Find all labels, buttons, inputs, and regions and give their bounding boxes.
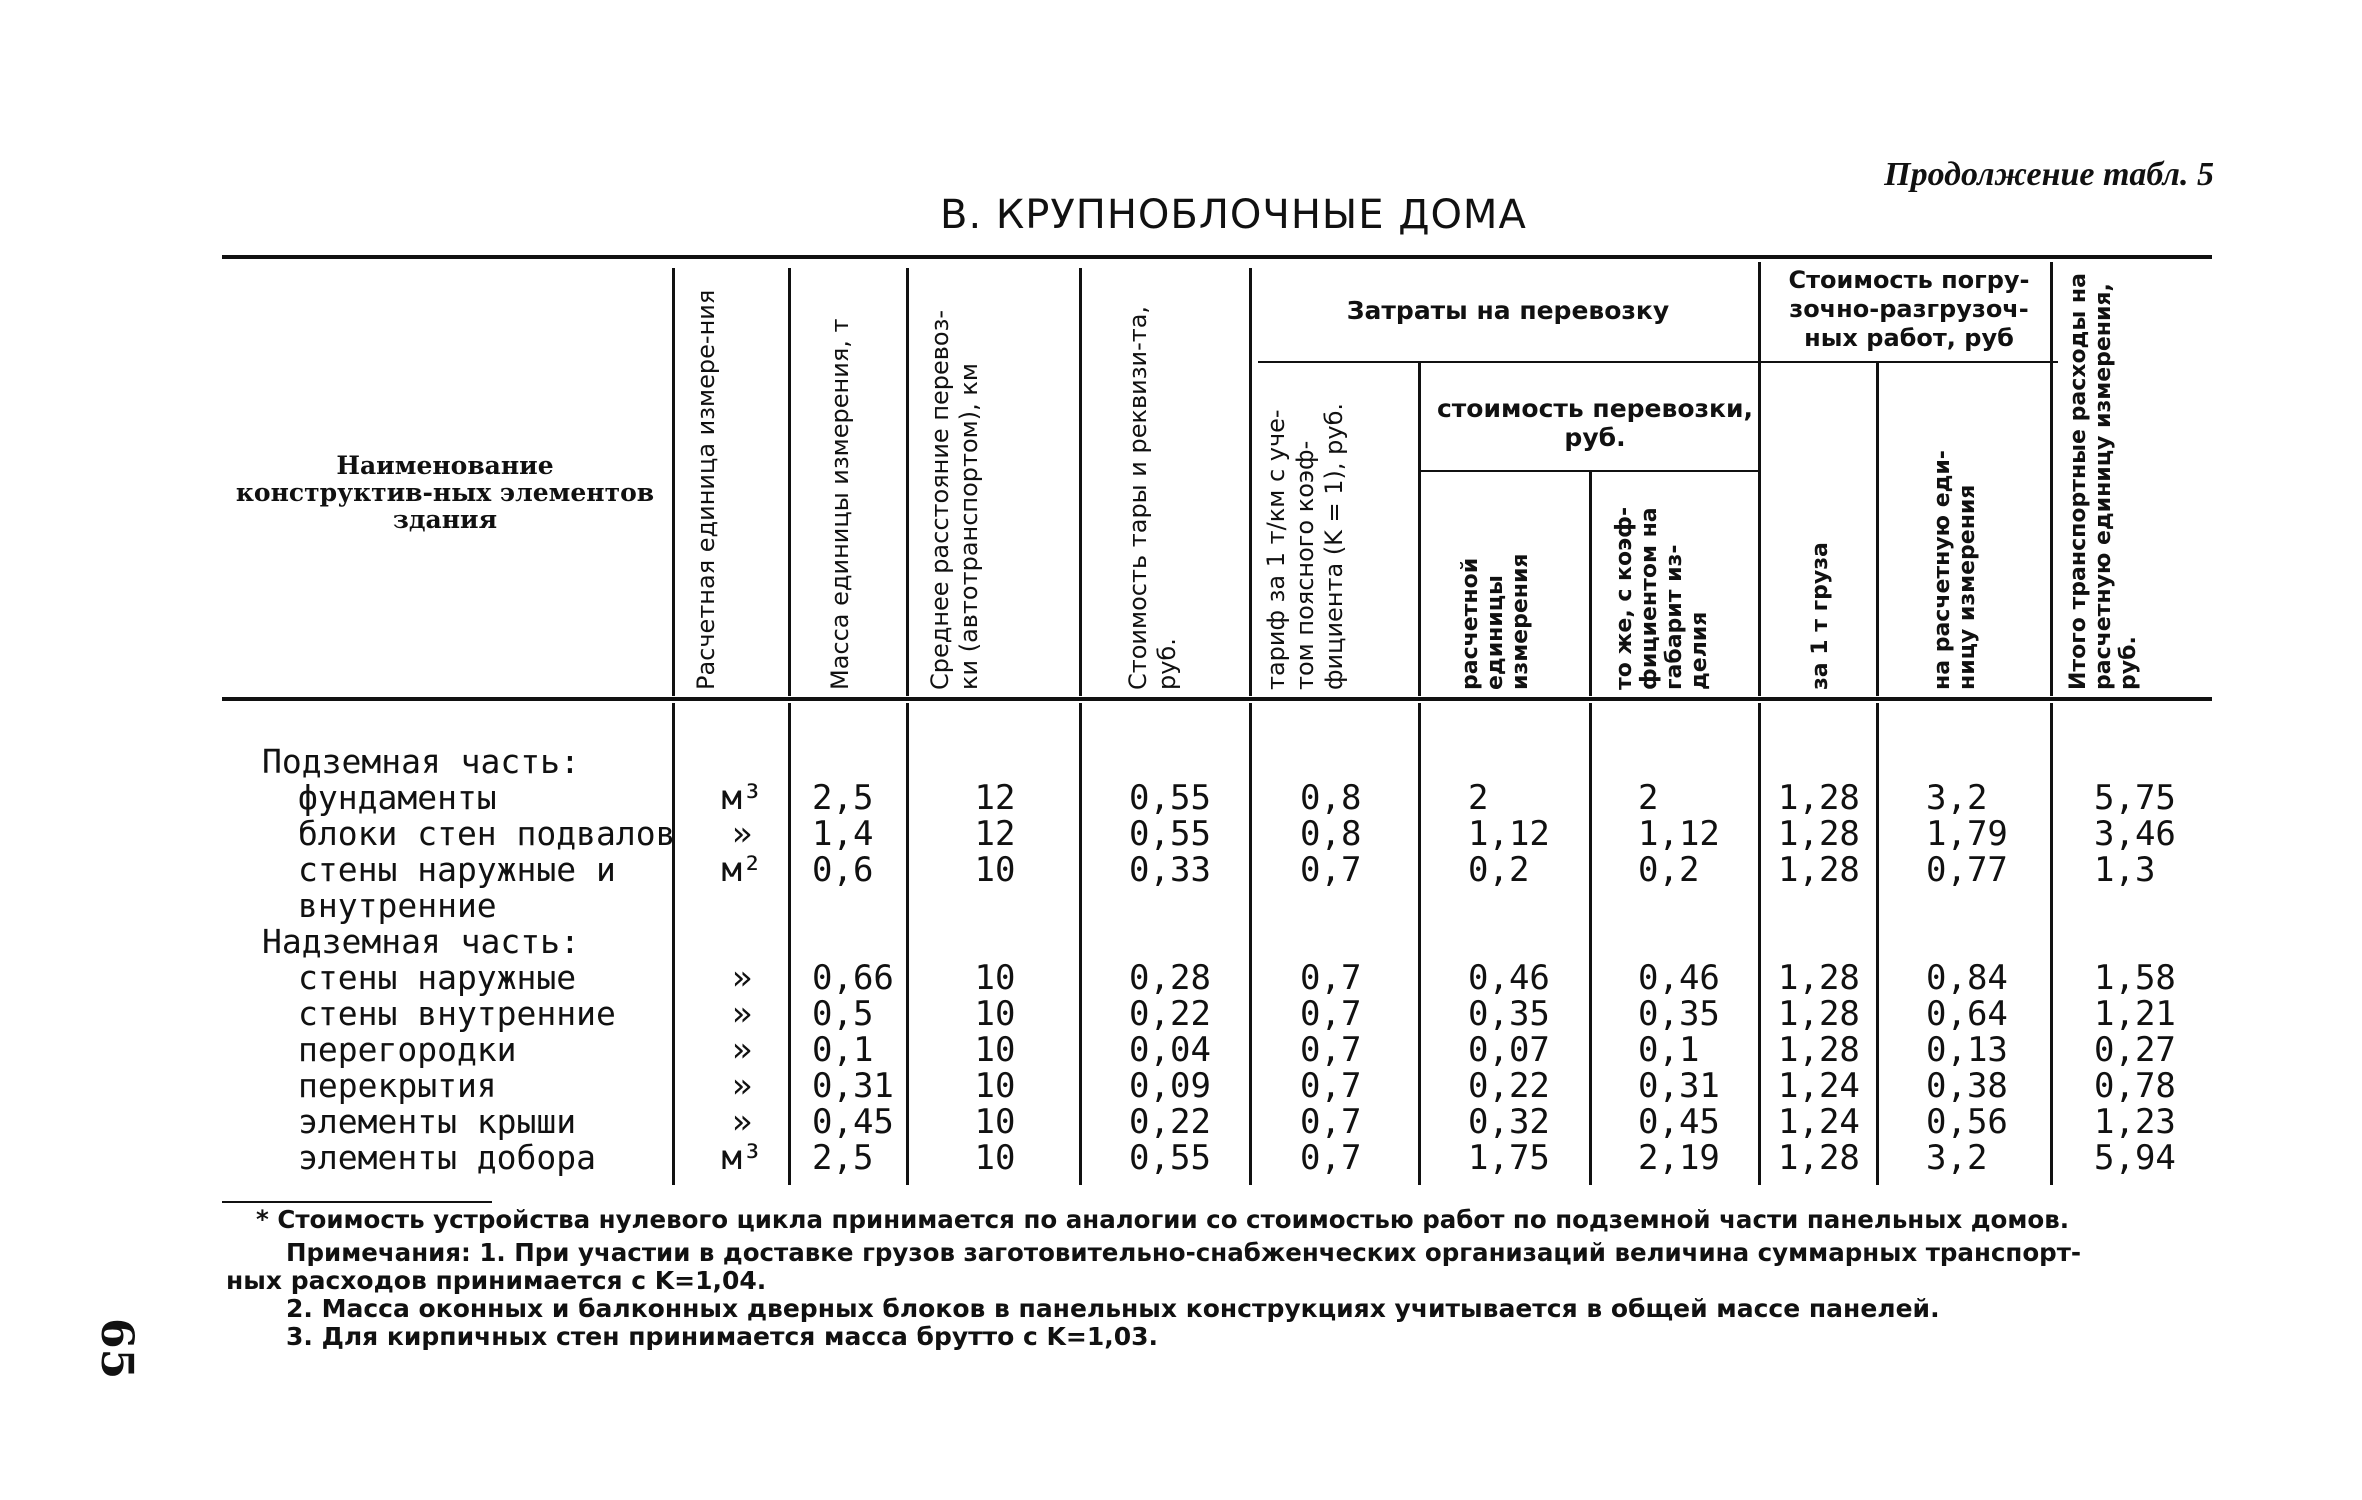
row-name: элементы добора bbox=[298, 1138, 597, 1177]
header-cost-group: стоимость перевозки, руб. bbox=[1436, 394, 1753, 452]
cell-distance: 12 bbox=[974, 778, 1016, 818]
header-loading-group: Стоимость погру-зочно-разгрузоч-ных работ, руб bbox=[1788, 266, 2030, 352]
cell-distance: 12 bbox=[974, 814, 1016, 854]
cell-unit: м² bbox=[721, 850, 763, 890]
cell-tare: 0,04 bbox=[1129, 1030, 1211, 1070]
cell-with-coef: 2,19 bbox=[1638, 1138, 1720, 1178]
header-per-unit-load: на расчетную еди-ницу измерения bbox=[1930, 450, 1980, 690]
cell-distance: 10 bbox=[974, 1030, 1016, 1070]
cell-mass: 0,31 bbox=[812, 1066, 894, 1106]
header-name: Наименование конструктив-ных элементов здания bbox=[235, 451, 655, 534]
cell-distance: 10 bbox=[974, 1138, 1016, 1178]
cell-tare: 0,22 bbox=[1129, 994, 1211, 1034]
cell-with-coef: 2 bbox=[1638, 778, 1659, 818]
cell-total: 1,21 bbox=[2094, 994, 2176, 1034]
cell-per-unit: 0,2 bbox=[1468, 850, 1530, 890]
cell-with-coef: 0,31 bbox=[1638, 1066, 1720, 1106]
cell-per-unit-load: 0,84 bbox=[1926, 958, 2008, 998]
cell-per-ton: 1,24 bbox=[1778, 1102, 1860, 1142]
footnote-star: * Стоимость устройства нулевого цикла принимается по аналогии со стоимостью работ по подземной части панельных домов. bbox=[256, 1205, 2070, 1234]
cell-with-coef: 0,2 bbox=[1638, 850, 1700, 890]
footnote-note3: 3. Для кирпичных стен принимается масса брутто с K=1,03. bbox=[286, 1322, 1159, 1351]
cell-per-unit-load: 0,56 bbox=[1926, 1102, 2008, 1142]
cell-per-unit-load: 1,79 bbox=[1926, 814, 2008, 854]
row-name: блоки стен подвалов bbox=[298, 814, 676, 853]
cell-distance: 10 bbox=[974, 1102, 1016, 1142]
cell-per-ton: 1,28 bbox=[1778, 850, 1860, 890]
cell-per-unit: 2 bbox=[1468, 778, 1489, 818]
cell-per-unit: 0,07 bbox=[1468, 1030, 1550, 1070]
cell-mass: 0,66 bbox=[812, 958, 894, 998]
cell-per-unit: 0,35 bbox=[1468, 994, 1550, 1034]
cell-tare: 0,28 bbox=[1129, 958, 1211, 998]
cell-mass: 0,5 bbox=[812, 994, 874, 1034]
continuation-label: Продолжение табл. 5 bbox=[1884, 156, 2214, 193]
header-transport-group: Затраты на перевозку bbox=[1346, 296, 1670, 325]
section-title: В. КРУПНОБЛОЧНЫЕ ДОМА bbox=[940, 192, 1527, 238]
page-number: 65 bbox=[91, 1318, 142, 1380]
cell-per-unit: 0,22 bbox=[1468, 1066, 1550, 1106]
cell-per-unit-load: 0,64 bbox=[1926, 994, 2008, 1034]
cell-mass: 2,5 bbox=[812, 1138, 874, 1178]
cell-per-unit-load: 3,2 bbox=[1926, 778, 1988, 818]
cell-mass: 1,4 bbox=[812, 814, 874, 854]
cell-tare: 0,55 bbox=[1129, 778, 1211, 818]
cell-distance: 10 bbox=[974, 1066, 1016, 1106]
header-tare: Стоимость тары и реквизи-та, руб. bbox=[1124, 305, 1181, 690]
row-name: стены наружные bbox=[298, 958, 577, 997]
cell-with-coef: 1,12 bbox=[1638, 814, 1720, 854]
cell-tariff: 0,7 bbox=[1300, 1138, 1362, 1178]
cell-per-ton: 1,28 bbox=[1778, 778, 1860, 818]
cell-tariff: 0,8 bbox=[1300, 778, 1362, 818]
footnote-note2: 2. Масса оконных и балконных дверных блоков в панельных конструкциях учитывается в общей массе панелей. bbox=[286, 1294, 1940, 1323]
footnote-note1a: Примечания: 1. При участии в доставке грузов заготовительно-снабженческих организаций величина суммарных транспорт- bbox=[286, 1238, 2082, 1267]
cell-unit: » bbox=[731, 958, 753, 998]
cell-tariff: 0,7 bbox=[1300, 1102, 1362, 1142]
cell-distance: 10 bbox=[974, 850, 1016, 890]
cell-distance: 10 bbox=[974, 958, 1016, 998]
cell-per-ton: 1,24 bbox=[1778, 1066, 1860, 1106]
cell-per-unit-load: 0,13 bbox=[1926, 1030, 2008, 1070]
header-mass: Масса единицы измерения, т bbox=[826, 318, 854, 690]
cell-tare: 0,33 bbox=[1129, 850, 1211, 890]
cell-per-unit: 0,32 bbox=[1468, 1102, 1550, 1142]
cell-unit: » bbox=[731, 994, 753, 1034]
cell-mass: 0,45 bbox=[812, 1102, 894, 1142]
cell-tare: 0,22 bbox=[1129, 1102, 1211, 1142]
cell-tariff: 0,7 bbox=[1300, 1066, 1362, 1106]
cell-total: 3,46 bbox=[2094, 814, 2176, 854]
header-with-coef: то же, с коэф-фициентом на габарит из-делия bbox=[1612, 506, 1712, 690]
cell-with-coef: 0,35 bbox=[1638, 994, 1720, 1034]
cell-with-coef: 0,1 bbox=[1638, 1030, 1700, 1070]
cell-tariff: 0,7 bbox=[1300, 850, 1362, 890]
row-name: перегородки bbox=[298, 1030, 517, 1069]
row-name: стены внутренние bbox=[298, 994, 616, 1033]
header-per-unit: расчетной единицы измерения bbox=[1458, 553, 1533, 690]
cell-unit: » bbox=[731, 1066, 753, 1106]
cell-total: 1,3 bbox=[2094, 850, 2156, 890]
cell-with-coef: 0,46 bbox=[1638, 958, 1720, 998]
cell-tare: 0,55 bbox=[1129, 814, 1211, 854]
cell-tare: 0,55 bbox=[1129, 1138, 1211, 1178]
footnote-note1b: ных расходов принимается с K=1,04. bbox=[226, 1266, 767, 1295]
cell-per-ton: 1,28 bbox=[1778, 814, 1860, 854]
cell-per-ton: 1,28 bbox=[1778, 958, 1860, 998]
row-name: перекрытия bbox=[298, 1066, 497, 1105]
cell-per-unit: 1,12 bbox=[1468, 814, 1550, 854]
cell-tariff: 0,8 bbox=[1300, 814, 1362, 854]
cell-per-ton: 1,28 bbox=[1778, 1030, 1860, 1070]
cell-total: 1,23 bbox=[2094, 1102, 2176, 1142]
cell-total: 5,75 bbox=[2094, 778, 2176, 818]
cell-distance: 10 bbox=[974, 994, 1016, 1034]
cell-unit: м³ bbox=[721, 1138, 763, 1178]
cell-mass: 2,5 bbox=[812, 778, 874, 818]
cell-per-unit: 1,75 bbox=[1468, 1138, 1550, 1178]
row-name: фундаменты bbox=[298, 778, 497, 817]
cell-unit: м³ bbox=[721, 778, 763, 818]
cell-unit: » bbox=[731, 1030, 753, 1070]
cell-mass: 0,1 bbox=[812, 1030, 874, 1070]
cell-tariff: 0,7 bbox=[1300, 994, 1362, 1034]
cell-unit: » bbox=[731, 1102, 753, 1142]
cell-per-unit-load: 0,38 bbox=[1926, 1066, 2008, 1106]
row-name: элементы крыши bbox=[298, 1102, 577, 1141]
cell-per-unit-load: 3,2 bbox=[1926, 1138, 1988, 1178]
section-title-underground: Подземная часть: bbox=[262, 742, 580, 781]
cell-with-coef: 0,45 bbox=[1638, 1102, 1720, 1142]
cell-total: 0,78 bbox=[2094, 1066, 2176, 1106]
header-per-ton: за 1 т груза bbox=[1808, 542, 1833, 690]
section-title-aboveground: Надземная часть: bbox=[262, 922, 580, 961]
row-name-cont: внутренние bbox=[298, 886, 497, 925]
cell-total: 5,94 bbox=[2094, 1138, 2176, 1178]
cell-per-unit: 0,46 bbox=[1468, 958, 1550, 998]
cell-per-ton: 1,28 bbox=[1778, 994, 1860, 1034]
header-unit: Расчетная единица измере-ния bbox=[692, 289, 720, 690]
header-distance: Среднее расстояние перевоз-ки (автотранспортом), км bbox=[926, 309, 983, 690]
header-total: Итого транспортные расходы на расчетную единицу измерения, руб. bbox=[2066, 273, 2141, 690]
cell-tariff: 0,7 bbox=[1300, 1030, 1362, 1070]
cell-tare: 0,09 bbox=[1129, 1066, 1211, 1106]
cell-unit: » bbox=[731, 814, 753, 854]
cell-total: 0,27 bbox=[2094, 1030, 2176, 1070]
row-name: стены наружные и bbox=[298, 850, 616, 889]
cell-mass: 0,6 bbox=[812, 850, 874, 890]
cell-per-unit-load: 0,77 bbox=[1926, 850, 2008, 890]
header-tariff: тариф за 1 т/км с уче-том поясного коэф-фициента (K = 1), руб. bbox=[1262, 402, 1348, 690]
cell-tariff: 0,7 bbox=[1300, 958, 1362, 998]
cell-per-ton: 1,28 bbox=[1778, 1138, 1860, 1178]
cell-total: 1,58 bbox=[2094, 958, 2176, 998]
